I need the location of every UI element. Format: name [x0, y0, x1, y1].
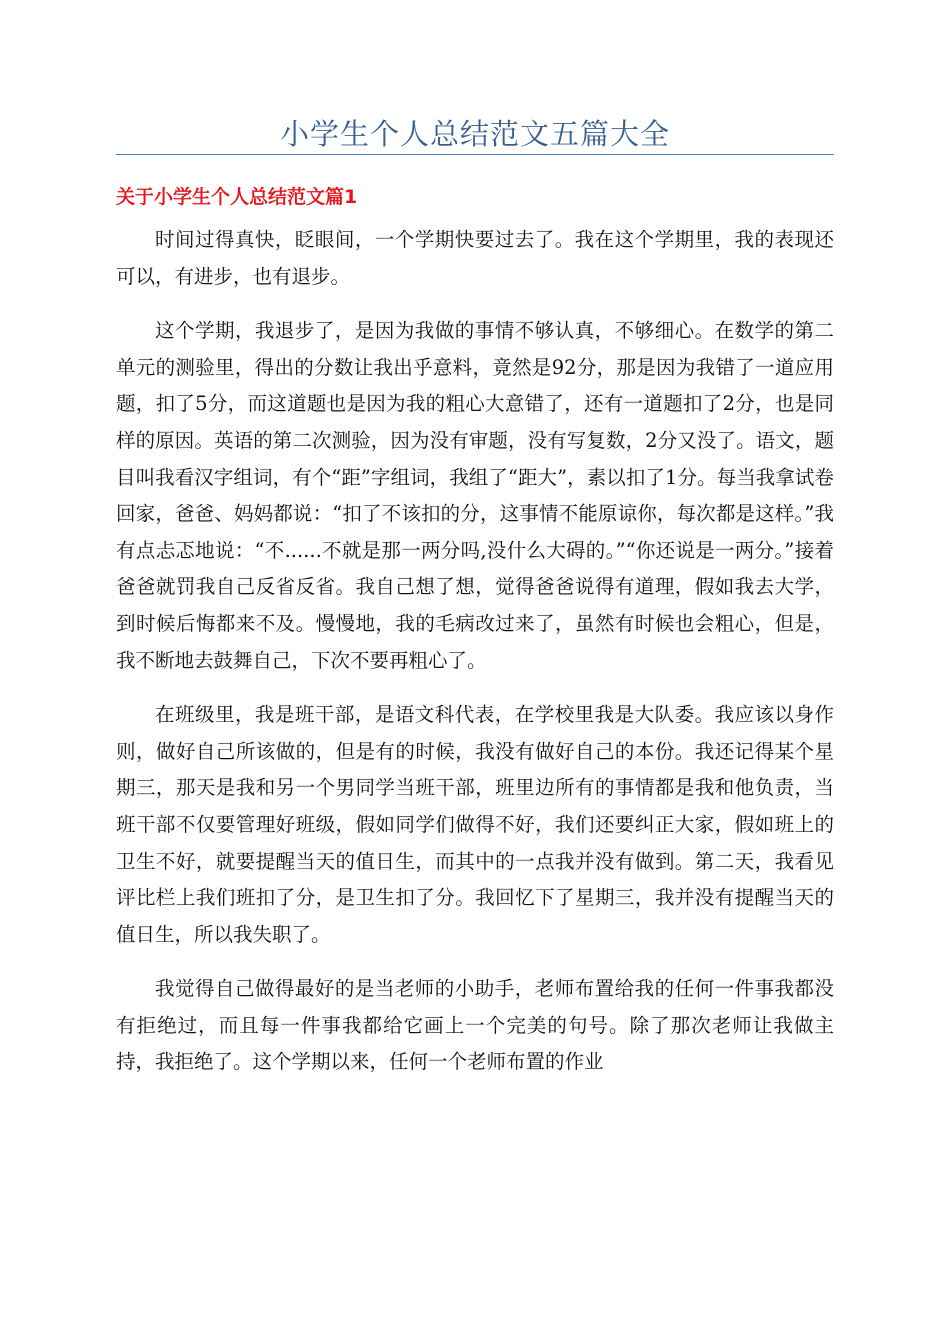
document-title: 小学生个人总结范文五篇大全 — [279, 117, 670, 151]
paragraph-1: 时间过得真快，眨眼间，一个学期快要过去了。我在这个学期里，我的表现还可以，有进步，也有退步。 — [116, 228, 834, 288]
title-underline-divider — [116, 154, 834, 155]
document-body — [116, 222, 834, 1099]
paragraph-3: 在班级里，我是班干部，是语文科代表，在学校里我是大队委。我应该以身作则，做好自己所该做的，但是有的时候，我没有做好自己的本份。我还记得某个星期三，那天是我和另一个男同学当班干部，班里边所有的事情都是我和他负责，当班干部不仅要管理好班级，假如同学们做得不好，我们还要纠正大家，假如班上的卫生不好，就要提醒当天的值日生，而其中的一点我并没有做到。第二天，我看见评比栏上我们班扣了分，是卫生扣了分。我回忆下了星期三，我并没有提醒当天的值日生，所以我失职了。 — [116, 703, 834, 946]
paragraph-2: 这个学期，我退步了，是因为我做的事情不够认真，不够细心。在数学的第二单元的测验里，得出的分数让我出乎意料，竟然是92分，那是因为我错了一道应用题，扣了5分，而这道题也是因为我的粗心大意错了，还有一道题扣了2分，也是同样的原因。英语的第二次测验，因为没有审题，没有写复数，2分又没了。语文，题目叫我看汉字组词，有个“距”字组词，我组了“距大”，素以扣了1分。每当我拿试卷回家，爸爸、妈妈都说：“扣了不该扣的分，这事情不能原谅你，每次都是这样。”我有点忐忑地说：“不......不就是那一两分吗,没什么大碍的。”“你还说是一两分。”接着爸爸就罚我自己反省反省。我自己想了想，觉得爸爸说得有道理，假如我去大学，到时候后悔都来不及。慢慢地，我的毛病改过来了，虽然有时候也会粗心，但是，我不断地去鼓舞自己，下次不要再粗心了。 — [116, 319, 834, 672]
section-heading: 关于小学生个人总结范文篇1 — [116, 186, 358, 208]
paragraph-4: 我觉得自己做得最好的是当老师的小助手，老师布置给我的任何一件事我都没有拒绝过，而且每一件事我都给它画上一个完美的句号。除了那次老师让我做主持，我拒绝了。这个学期以来，任何一个老师布置的作业 — [116, 977, 834, 1074]
